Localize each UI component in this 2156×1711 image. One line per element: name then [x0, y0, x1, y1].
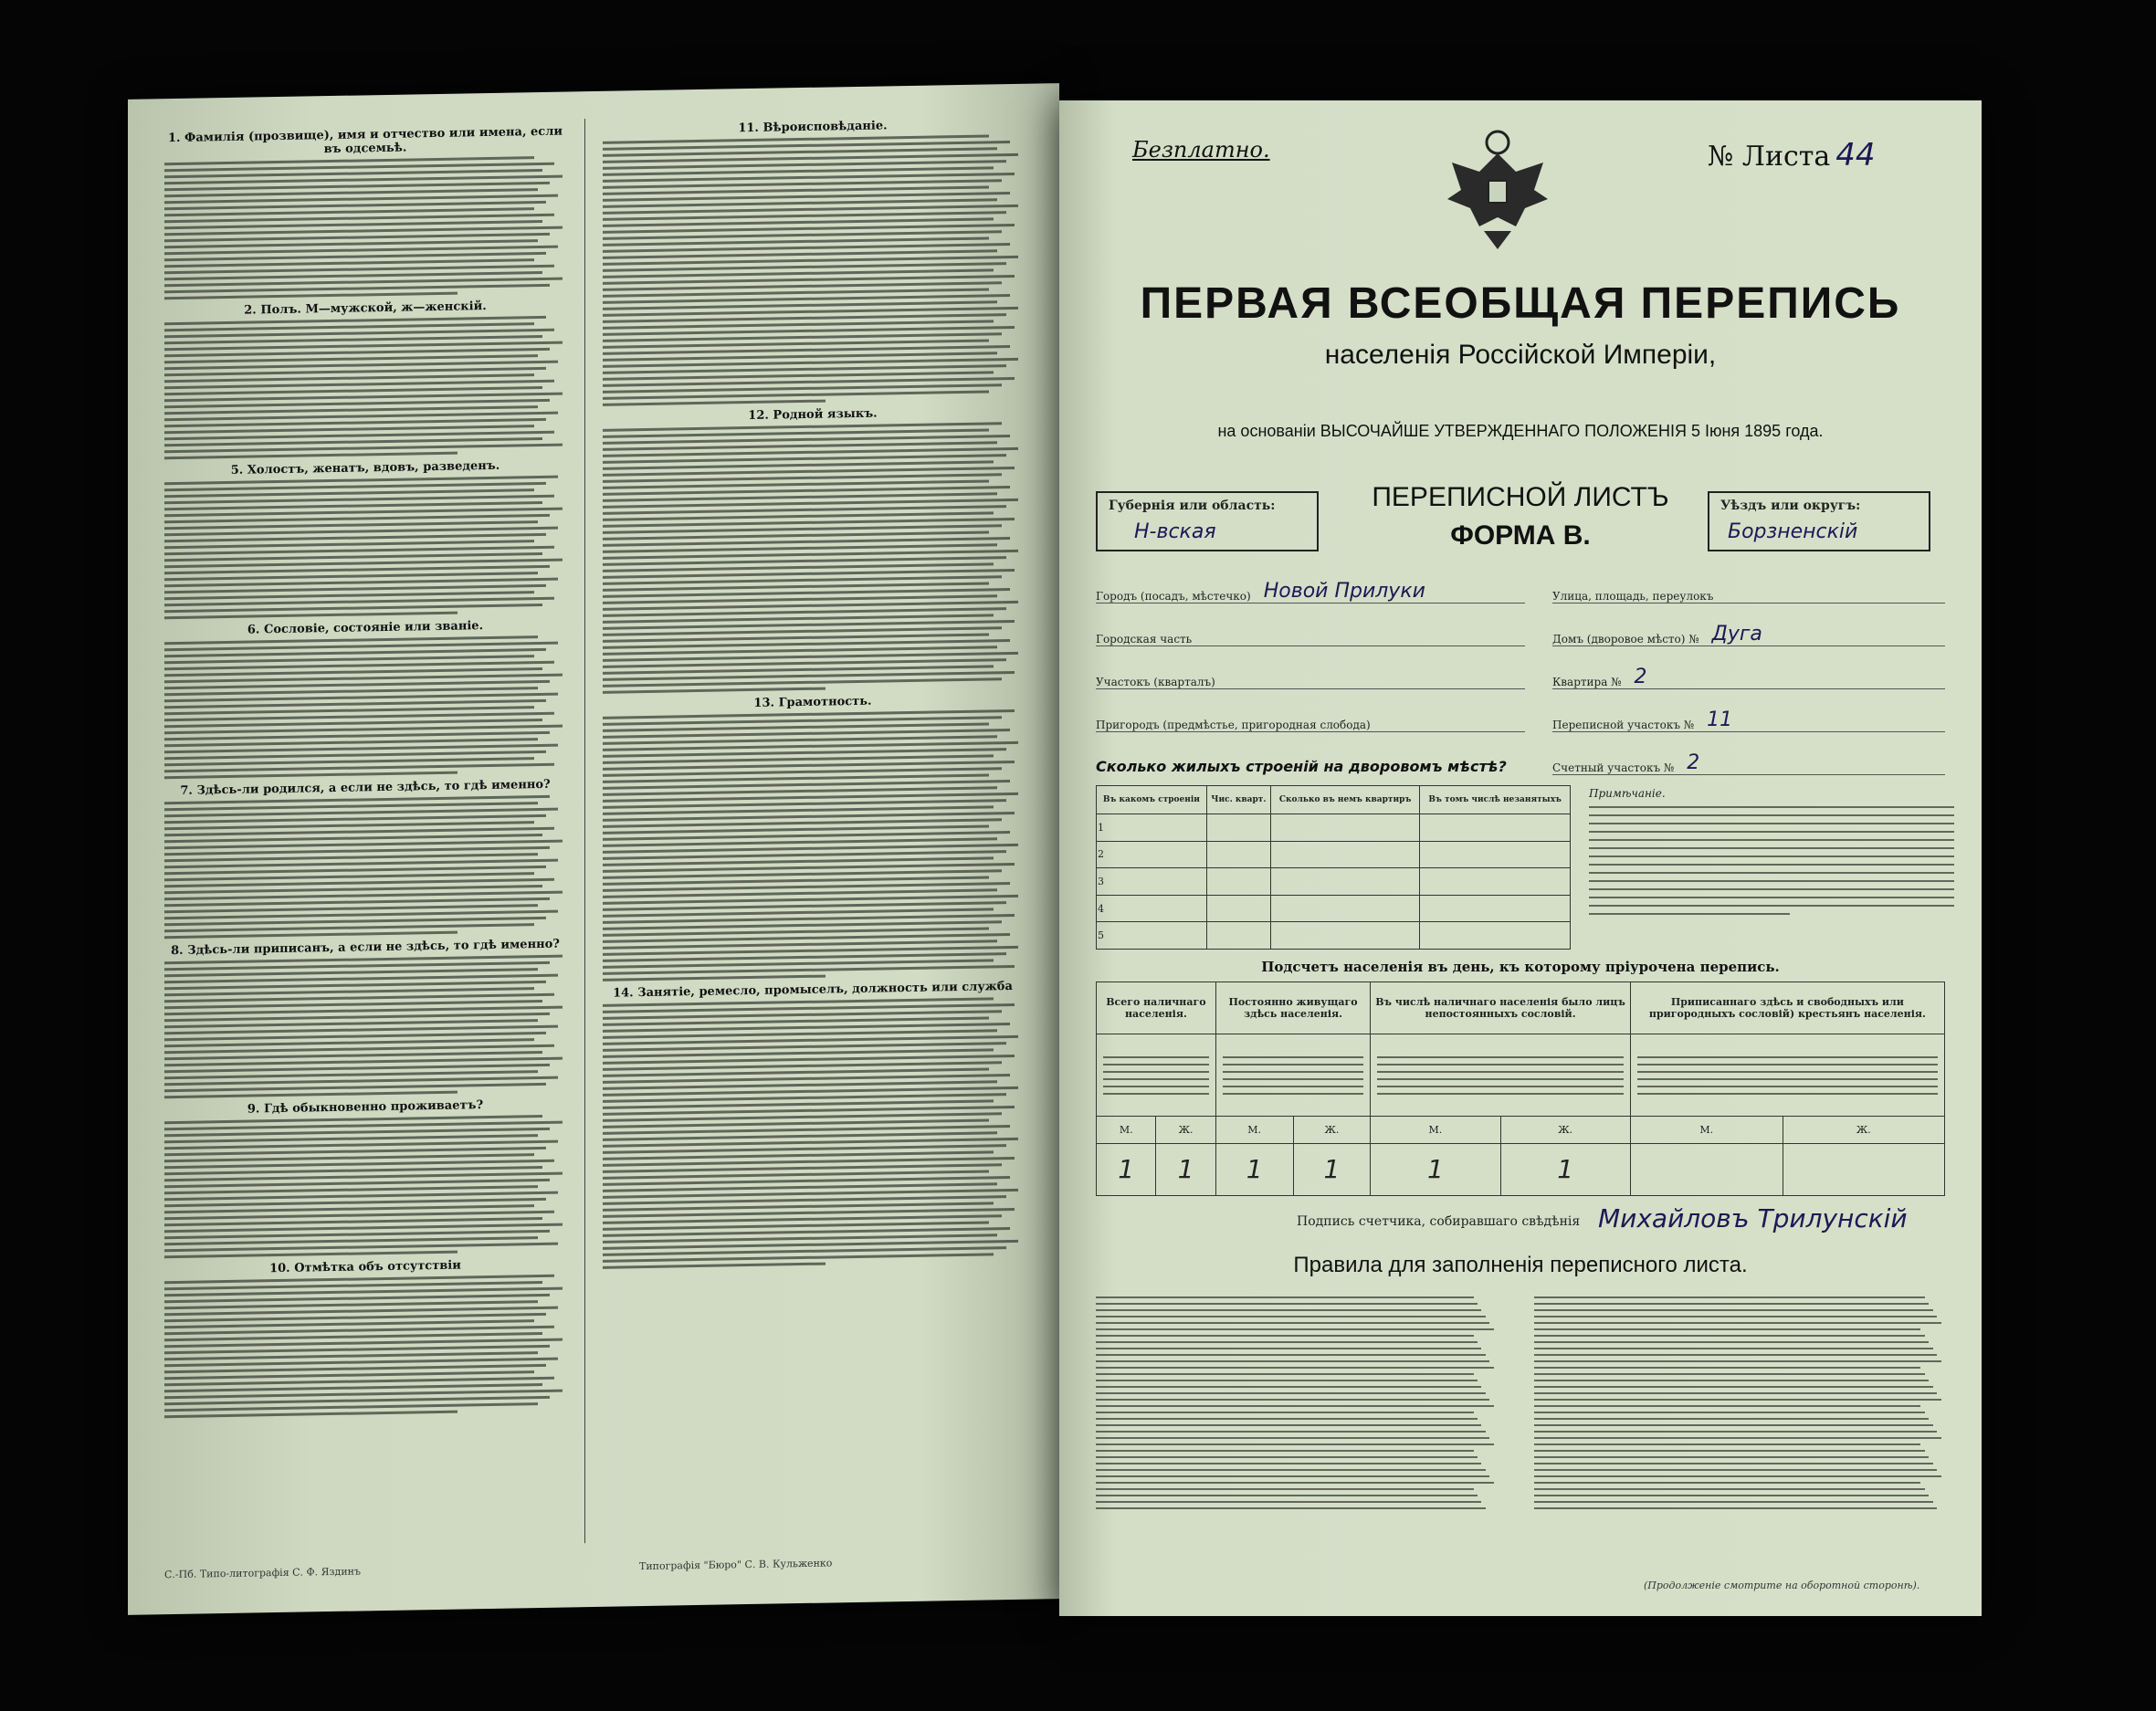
printed-text-line: [1534, 1450, 1925, 1452]
address-field: [1552, 652, 1945, 689]
printed-text-line: [1103, 1071, 1209, 1073]
printed-text-line: [1096, 1303, 1478, 1305]
printed-text-line: [1534, 1482, 1920, 1484]
sex-label: М.: [1215, 1117, 1293, 1143]
printed-text-line: [1377, 1071, 1623, 1073]
printed-text-line: [1103, 1093, 1209, 1095]
dwellings-header: Сколько въ немъ квартиръ: [1270, 786, 1419, 814]
section-heading: 5. Холостъ, женатъ, вдовъ, разведенъ.: [230, 458, 500, 478]
table-row: [1097, 868, 1571, 896]
printed-text-line: [1534, 1469, 1937, 1471]
dwellings-heading: Сколько жилыхъ строеній на дворовомъ мѣстѣ?: [1096, 758, 1507, 775]
printed-text-line: [1377, 1064, 1623, 1065]
sex-label: Ж.: [1783, 1117, 1944, 1143]
printed-text-line: [1096, 1392, 1486, 1394]
sex-label: Ж.: [1500, 1117, 1630, 1143]
printed-text-line: [1096, 1482, 1494, 1484]
population-header: Всего наличнаго населенія.: [1097, 982, 1216, 1034]
census-title: ПЕРВАЯ ВСЕОБЩАЯ ПЕРЕПИСЬ: [1140, 279, 1901, 328]
printed-text-line: [1096, 1418, 1478, 1420]
dwellings-table: [1096, 785, 1571, 950]
field-label: Улица, площадь, переулокъ: [1552, 590, 1714, 603]
printed-text-line: [1096, 1341, 1478, 1343]
rules-column-2: [1534, 1292, 1945, 1575]
printed-text-line: [603, 975, 826, 981]
table-cell: 4: [1097, 895, 1207, 922]
population-header: Въ числѣ наличнаго населенія было лицъ непостоянныхъ сословій.: [1371, 982, 1630, 1034]
table-cell: [1206, 868, 1270, 896]
printed-text-line: [1534, 1303, 1929, 1305]
table-cell: [1206, 841, 1270, 868]
form-title-1: ПЕРЕПИСНОЙ ЛИСТЪ: [1372, 482, 1669, 512]
printed-text-line: [1534, 1367, 1920, 1369]
imperial-eagle-emblem: [1443, 126, 1552, 254]
section-heading: 14. Занятіе, ремесло, промыселъ, должность или служба: [613, 979, 1013, 1001]
printed-text-line: [1096, 1296, 1474, 1298]
rules-footer: (Продолженіе смотрите на оборотной сторонѣ).: [1644, 1580, 1920, 1591]
printed-text-line: [1377, 1056, 1623, 1058]
printed-text-line: [1589, 839, 1954, 841]
printed-text-line: [1534, 1296, 1925, 1298]
printed-text-line: [164, 612, 457, 620]
printed-text-line: [1096, 1437, 1489, 1439]
printed-text-line: [1534, 1507, 1937, 1509]
printed-text-line: [1637, 1093, 1938, 1095]
column-divider: [584, 119, 585, 1543]
printed-text-line: [1096, 1354, 1486, 1356]
printed-text-line: [1589, 864, 1954, 866]
table-cell: [1270, 814, 1419, 842]
gubernia-label: Губернія или область:: [1109, 499, 1276, 513]
table-cell: 3: [1097, 868, 1207, 896]
population-header: Постоянно живущаго здѣсь населенія.: [1215, 982, 1371, 1034]
table-cell: [1420, 922, 1571, 950]
printed-text-line: [1223, 1078, 1364, 1080]
section-heading: 9. Гдѣ обыкновенно проживаетъ?: [247, 1098, 484, 1117]
table-cell: [1420, 895, 1571, 922]
printed-text-line: [1096, 1424, 1481, 1426]
printed-text-line: [1589, 831, 1954, 833]
printed-text-line: [1589, 897, 1954, 898]
printed-text-line: [1534, 1373, 1925, 1375]
address-field: [1552, 738, 1945, 775]
printed-text-line: [1534, 1488, 1925, 1490]
field-label: Счетный участокъ №: [1552, 761, 1675, 774]
printed-text-line: [1534, 1399, 1941, 1401]
printed-text-line: [1534, 1443, 1920, 1445]
printed-text-line: [164, 931, 457, 939]
printed-text-line: [1096, 1450, 1474, 1452]
printed-text-line: [1096, 1431, 1486, 1433]
population-heading: Подсчетъ населенія въ день, къ которому пріурочена перепись.: [1261, 959, 1780, 975]
section-heading: 1. Фамилія (прозвище), имя и отчество или имена, если въ одсемьѣ.: [167, 124, 563, 157]
section-heading: 6. Сословіе, состояніе или званіе.: [247, 619, 484, 637]
dwellings-header: Въ какомъ строеніи: [1097, 786, 1207, 814]
uezd-value: Борзненскій: [1728, 520, 1858, 543]
printed-text-line: [1103, 1078, 1209, 1080]
table-cell: [1206, 814, 1270, 842]
printed-text-line: [1377, 1086, 1623, 1087]
table-cell: [1270, 868, 1419, 896]
printed-text-line: [1096, 1348, 1481, 1349]
printed-text-line: [1534, 1386, 1933, 1388]
population-count: [1783, 1143, 1944, 1195]
printed-text-line: [1534, 1412, 1925, 1413]
sheet-label: № Листа: [1708, 141, 1831, 173]
field-value: Дуга: [1711, 623, 1762, 646]
address-field: [1096, 652, 1525, 689]
printed-text-line: [164, 1411, 457, 1419]
printed-text-line: [1223, 1056, 1364, 1058]
printed-text-line: [603, 400, 826, 406]
printed-text-line: [1103, 1086, 1209, 1087]
table-cell: 1: [1097, 814, 1207, 842]
sex-label: Ж.: [1156, 1117, 1215, 1143]
population-table: [1096, 981, 1945, 1196]
printed-text-line: [1096, 1456, 1478, 1458]
population-description: [1630, 1034, 1944, 1117]
table-cell: [1420, 814, 1571, 842]
right-page: [1059, 100, 1982, 1616]
population-description: [1371, 1034, 1630, 1117]
table-row: [1097, 922, 1571, 950]
printed-text-line: [1096, 1316, 1486, 1317]
population-count: 1: [1293, 1143, 1371, 1195]
field-value: 11: [1707, 709, 1733, 731]
printed-text-line: [164, 772, 457, 780]
printed-text-line: [1377, 1093, 1623, 1095]
printed-text-line: [1534, 1335, 1925, 1337]
address-fields-left: [1096, 566, 1525, 738]
table-row: [1097, 841, 1571, 868]
census-subtitle: населенія Россійской Имперіи,: [1324, 340, 1717, 370]
printed-text-line: [1096, 1488, 1474, 1490]
note-label: Примѣчаніе.: [1589, 787, 1666, 800]
printed-text-line: [1377, 1078, 1623, 1080]
printed-text-line: [1534, 1475, 1941, 1477]
printed-text-line: [1096, 1507, 1486, 1509]
table-cell: [1206, 895, 1270, 922]
sex-label: М.: [1371, 1117, 1500, 1143]
printed-text-line: [1637, 1064, 1938, 1065]
table-cell: [1270, 841, 1419, 868]
rules-column-1: [1096, 1292, 1498, 1575]
table-row: [1097, 814, 1571, 842]
dwellings-note: [1589, 787, 1954, 921]
printed-text-line: [1096, 1335, 1474, 1337]
printed-text-line: [164, 1251, 457, 1259]
printed-text-line: [1534, 1328, 1920, 1330]
printed-text-line: [1096, 1328, 1494, 1330]
field-label: Переписной участокъ №: [1552, 719, 1695, 731]
printer-imprint-right: Типографія "Бюро" С. В. Кульженко: [639, 1557, 833, 1573]
address-field: [1552, 609, 1945, 646]
census-basis: на основаніи ВЫСОЧАЙШЕ УТВЕРЖДЕННАГО ПОЛОЖЕНІЯ 5 Іюня 1895 года.: [1217, 422, 1824, 440]
printed-text-line: [1534, 1418, 1929, 1420]
printed-text-line: [1534, 1341, 1929, 1343]
dwellings-header: Въ томъ числѣ незанятыхъ: [1420, 786, 1571, 814]
printed-text-line: [1096, 1309, 1481, 1311]
printed-text-line: [1534, 1392, 1937, 1394]
printed-text-line: [1096, 1373, 1474, 1375]
population-count: 1: [1371, 1143, 1500, 1195]
population-description: [1215, 1034, 1371, 1117]
printed-text-line: [164, 1091, 457, 1099]
printed-text-line: [1096, 1386, 1481, 1388]
printed-text-line: [1589, 905, 1954, 907]
printed-text-line: [603, 688, 826, 694]
rules-title: Правила для заполненія переписного листа.: [1293, 1253, 1748, 1277]
population-description: [1097, 1034, 1216, 1117]
section-heading: 10. Отмѣтка объ отсутствіи: [269, 1258, 461, 1276]
printed-text-line: [1534, 1463, 1933, 1464]
printed-text-line: [1096, 1475, 1489, 1477]
field-label: Городъ (посадъ, мѣстечко): [1096, 590, 1251, 603]
field-label: Городская часть: [1096, 633, 1193, 646]
signature-label: Подпись счетчика, собиравшаго свѣдѣнія: [1297, 1214, 1581, 1229]
signature-value: Михайловъ Трилунскій: [1598, 1203, 1908, 1233]
printed-text-line: [1096, 1501, 1481, 1503]
table-cell: 5: [1097, 922, 1207, 950]
printed-text-line: [1534, 1495, 1929, 1496]
table-cell: [1206, 922, 1270, 950]
population-count: 1: [1156, 1143, 1215, 1195]
section-heading: 2. Полъ. М—мужской, ж—женскій.: [244, 299, 487, 318]
printed-text-line: [1096, 1495, 1478, 1496]
printed-text-line: [1096, 1322, 1489, 1324]
printed-text-line: [1103, 1064, 1209, 1065]
printed-text-line: [1534, 1405, 1920, 1407]
table-cell: [1270, 922, 1419, 950]
table-row: [1097, 895, 1571, 922]
instructions-column-2: [603, 111, 1023, 1543]
printed-text-line: [1096, 1469, 1486, 1471]
printed-text-line: [1637, 1056, 1938, 1058]
field-label: Квартира №: [1552, 676, 1622, 688]
address-field: [1096, 566, 1525, 604]
table-cell: 2: [1097, 841, 1207, 868]
field-label: Домъ (дворовое мѣсто) №: [1552, 633, 1699, 646]
printed-text-line: [1589, 888, 1954, 890]
field-label: Пригородъ (предмѣстье, пригородная слобода): [1096, 719, 1371, 731]
printed-text-line: [1534, 1431, 1937, 1433]
field-label: Участокъ (кварталъ): [1096, 676, 1215, 688]
population-count: [1630, 1143, 1783, 1195]
printed-text-line: [1103, 1056, 1209, 1058]
printed-text-line: [1223, 1064, 1364, 1065]
instructions-column-1: [164, 120, 566, 1551]
printed-text-line: [1096, 1412, 1474, 1413]
uezd-box: [1708, 491, 1930, 551]
printed-text-line: [1589, 806, 1954, 808]
section-heading: 7. Здѣсь-ли родился, а если не здѣсь, то гдѣ именно?: [180, 777, 551, 798]
address-field: [1096, 695, 1525, 732]
address-field: [1096, 609, 1525, 646]
section-heading: 12. Родной языкъ.: [748, 406, 878, 424]
address-fields-right: [1552, 566, 1945, 781]
section-heading: 11. Вѣроисповѣданіе.: [738, 119, 888, 136]
address-field: [1552, 566, 1945, 604]
printed-text-line: [164, 292, 457, 300]
table-cell: [1270, 895, 1419, 922]
printed-text-line: [1223, 1093, 1364, 1095]
printer-imprint-left: С.-Пб. Типо-литографія С. Ф. Яздинъ: [164, 1565, 361, 1581]
printed-text-line: [1534, 1437, 1941, 1439]
printed-text-line: [1637, 1078, 1938, 1080]
printed-text-line: [1589, 856, 1954, 857]
printed-text-line: [1534, 1348, 1933, 1349]
sex-label: М.: [1630, 1117, 1783, 1143]
dwellings-header: Чис. кварт.: [1206, 786, 1270, 814]
population-count: 1: [1097, 1143, 1156, 1195]
sheet-number-handwritten: 44: [1835, 137, 1876, 173]
printed-text-line: [1589, 814, 1954, 816]
printed-text-line: [1589, 872, 1954, 874]
field-value: Новой Прилуки: [1263, 580, 1425, 603]
gubernia-value: Н-вская: [1134, 520, 1216, 543]
printed-text-line: [1534, 1456, 1929, 1458]
printed-text-line: [1589, 823, 1954, 824]
printed-text-line: [1589, 847, 1954, 849]
printed-text-line: [1096, 1360, 1489, 1362]
population-count: 1: [1215, 1143, 1293, 1195]
printed-text-line: [1637, 1071, 1938, 1073]
table-cell: [1420, 868, 1571, 896]
printed-text-line: [1534, 1501, 1933, 1503]
printed-text-line: [1096, 1399, 1489, 1401]
section-heading: 8. Здѣсь-ли приписанъ, а если не здѣсь, то гдѣ именно?: [171, 937, 560, 959]
printed-text-line: [1096, 1463, 1481, 1464]
population-count: 1: [1500, 1143, 1630, 1195]
printed-text-line: [1096, 1443, 1494, 1445]
free-label: Безплатно.: [1132, 137, 1270, 163]
printed-text-line: [1534, 1354, 1937, 1356]
printed-text-line: [1534, 1316, 1937, 1317]
printed-text-line: [1096, 1380, 1478, 1381]
sex-label: М.: [1097, 1117, 1156, 1143]
field-value: 2: [1687, 751, 1700, 774]
printed-text-line: [1534, 1309, 1933, 1311]
left-page: [128, 83, 1059, 1615]
printed-text-line: [164, 452, 457, 460]
printed-text-line: [1534, 1380, 1929, 1381]
printed-text-line: [1096, 1367, 1494, 1369]
sheet-number-label: [1708, 137, 1876, 173]
table-cell: [1420, 841, 1571, 868]
printed-text-line: [1534, 1360, 1941, 1362]
printed-text-line: [1223, 1071, 1364, 1073]
printed-text-line: [1589, 880, 1954, 882]
form-title-2: ФОРМА В.: [1450, 520, 1591, 551]
population-header: Приписаннаго здѣсь и свободныхъ или пригородныхъ сословій) крестьянъ населенія.: [1630, 982, 1944, 1034]
printed-text-line: [1637, 1086, 1938, 1087]
sex-label: Ж.: [1293, 1117, 1371, 1143]
printed-text-line: [1096, 1405, 1494, 1407]
uezd-label: Уѣздъ или округъ:: [1720, 499, 1861, 513]
printed-text-line: [1534, 1322, 1941, 1324]
address-field: [1552, 695, 1945, 732]
field-value: 2: [1634, 666, 1647, 688]
printed-text-line: [1223, 1086, 1364, 1087]
printed-text-line: [603, 1263, 826, 1269]
section-heading: 13. Грамотность.: [753, 694, 872, 710]
printed-text-line: [1534, 1424, 1933, 1426]
printed-text-line: [1589, 913, 1790, 915]
